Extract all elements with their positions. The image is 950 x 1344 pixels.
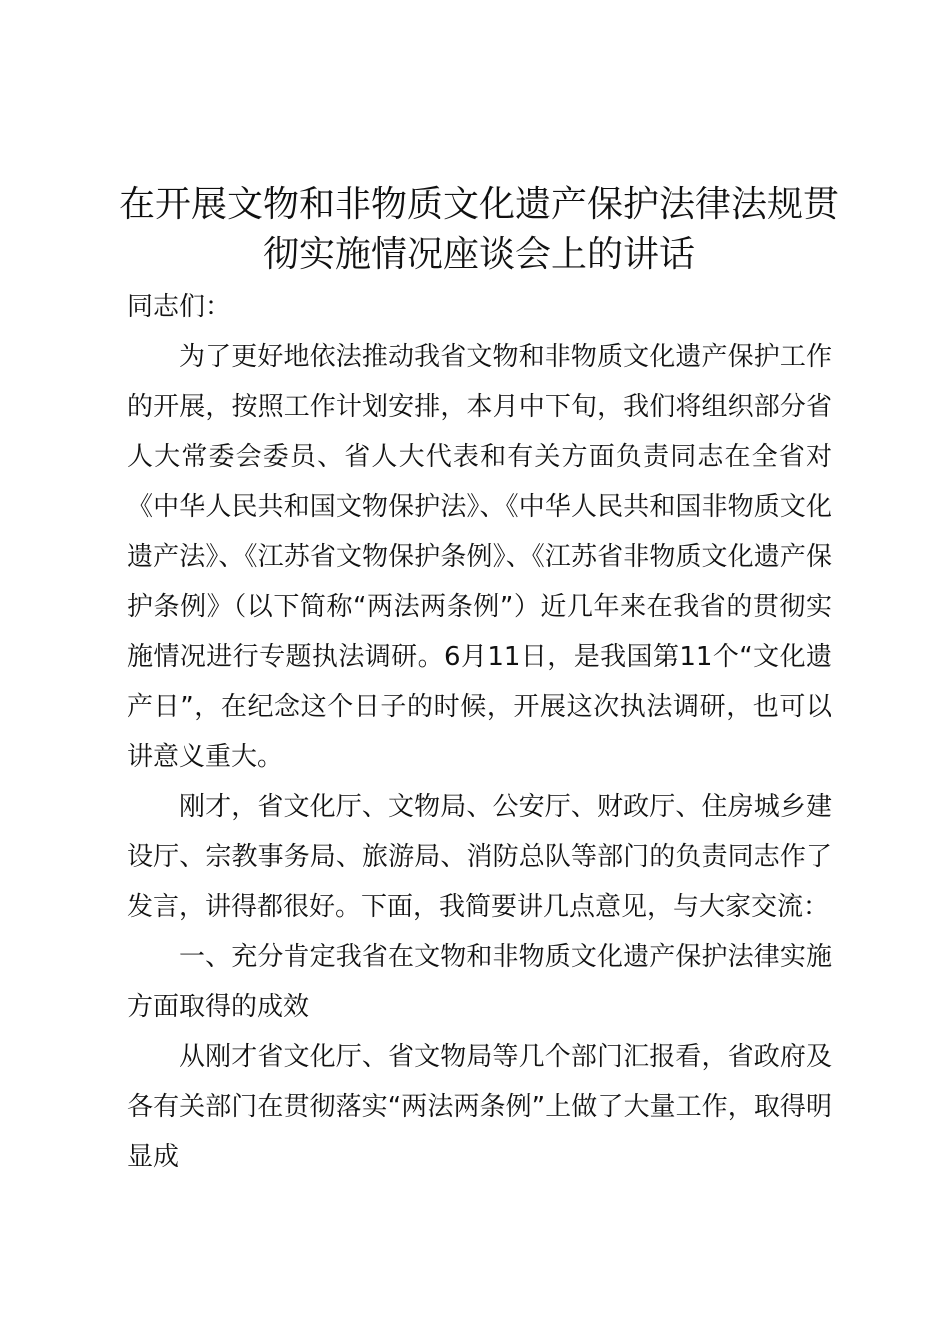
- paragraph-speeches: 刚才，省文化厅、文物局、公安厅、财政厅、住房城乡建设厅、宗教事务局、旅游局、消防总队等部门的负责同志作了发言，讲得都很好。下面，我简要讲几点意见，与大家交流：: [127, 792, 832, 922]
- salutation: 同志们：: [127, 292, 232, 322]
- document-title: 在开展文物和非物质文化遗产保护法律法规贯彻实施情况座谈会上的讲话: [118, 184, 839, 275]
- paragraph-achievements: 从刚才省文化厅、省文物局等几个部门汇报看，省政府及各有关部门在贯彻落实“两法两条例”上做了大量工作，取得明显成: [127, 1042, 832, 1172]
- section-heading-one: 一、充分肯定我省在文物和非物质文化遗产保护法律实施方面取得的成效: [127, 942, 832, 1022]
- paragraph-intro: 为了更好地依法推动我省文物和非物质文化遗产保护工作的开展，按照工作计划安排，本月中下旬，我们将组织部分省人大常委会委员、省人大代表和有关方面负责同志在全省对《中华人民共和国文物保护法》、《中华人民共和国非物质文化遗产法》、《江苏省文物保护条例》、《江苏省非物质文化遗产保护条例》（以下简称“两法两条例”）近几年来在我省的贯彻实施情况进行专题执法调研。6月11日，是我国第11个“文化遗产日”，在纪念这个日子的时候，开展这次执法调研，也可以讲意义重大。: [127, 342, 832, 772]
